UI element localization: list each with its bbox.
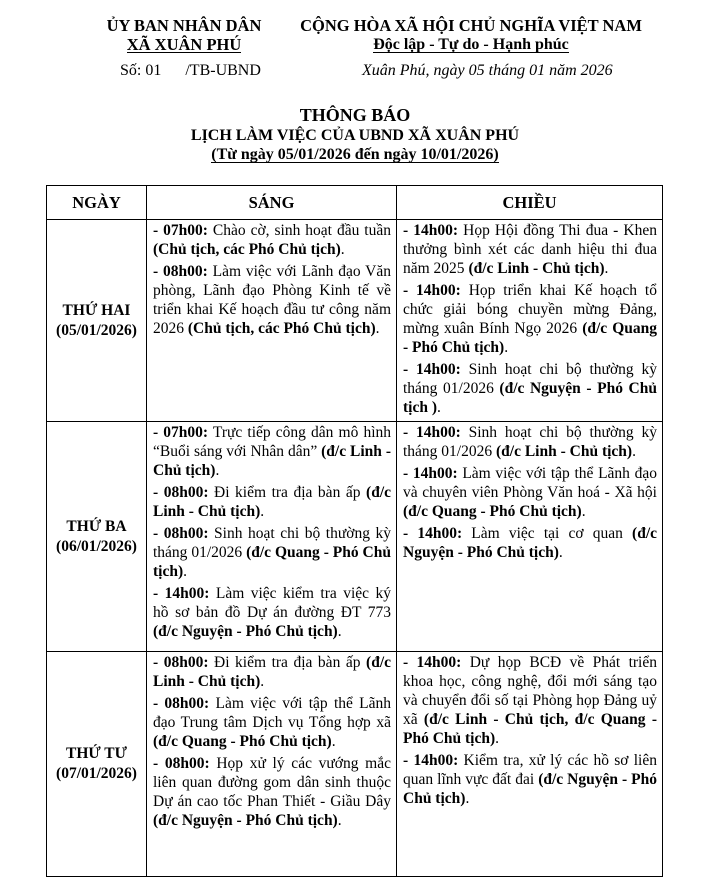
item-tail: . (215, 462, 220, 479)
item-text: Làm việc tại cơ quan (462, 525, 633, 542)
item-tail: . (504, 339, 509, 356)
schedule-item (153, 483, 391, 521)
item-text: Họp triển khai Kế hoạch tổ chức giải bóng chuyền mừng Đảng, mừng xuân Bính Ngọ 2026 (403, 282, 657, 337)
item-text: Làm việc với tập thể Lãnh đạo Trung tâm Dịch vụ Tổng hợp xã (153, 695, 391, 731)
item-time: - 08h00: (153, 484, 209, 501)
item-participants: (Chủ tịch, các Phó Chủ tịch) (153, 241, 341, 258)
item-text: Đi kiểm tra địa bàn ấp (208, 654, 367, 671)
country-name: CỘNG HÒA XÃ HỘI CHỦ NGHĨA VIỆT NAM (300, 16, 642, 35)
item-tail: . (375, 320, 380, 337)
item-participants: (đ/c Linh - Chủ tịch) (496, 443, 633, 460)
document-number: Số: 01 /TB-UBND (120, 62, 261, 79)
item-participants: (đ/c Linh - Chủ tịch) (468, 260, 605, 277)
item-time: - 08h00: (153, 755, 210, 772)
day-cell (47, 422, 147, 652)
schedule-item (403, 281, 657, 357)
item-tail: . (495, 730, 500, 747)
item-text: Sinh hoạt chi bộ thường kỳ tháng 01/2026 (403, 361, 657, 397)
afternoon-cell (397, 220, 663, 422)
item-participants: (đ/c Linh - Chủ tịch) (153, 443, 391, 479)
item-time: - 14h00: (403, 465, 458, 482)
item-participants: (Chủ tịch, các Phó Chủ tịch) (187, 320, 376, 337)
document-subtitle: LỊCH LÀM VIỆC CỦA UBND XÃ XUÂN PHÚ (190, 127, 520, 144)
item-time: - 14h00: (403, 424, 461, 441)
item-tail: . (581, 503, 586, 520)
item-time: - 14h00: (403, 654, 462, 671)
schedule-item (153, 694, 391, 751)
schedule-item (153, 262, 391, 338)
item-text: Kiểm tra, xử lý các hồ sơ liên quan lĩnh vực đất đai (403, 752, 657, 788)
item-text: Làm việc với tập thể Lãnh đạo và chuyên viên Phòng Văn hoá - Xã hội (403, 465, 657, 501)
item-time: - 14h00: (403, 525, 463, 542)
item-time: - 08h00: (153, 263, 208, 280)
item-text: Dự họp BCĐ về Phát triển khoa học, công nghệ, đổi mới sáng tạo và chuyển đổi số tại Phòng họp Đảng uỷ xã (403, 654, 657, 728)
item-text: Sinh hoạt chi bộ thường kỳ tháng 01/2026 (153, 525, 391, 561)
day-cell (47, 652, 147, 877)
item-participants: (đ/c Nguyện - Phó Chủ tịch) (403, 771, 657, 807)
morning-cell (147, 220, 397, 422)
schedule-item (153, 524, 391, 581)
item-time: - 08h00: (153, 654, 209, 671)
morning-cell (147, 422, 397, 652)
table-row (47, 220, 663, 422)
item-participants: (đ/c Nguyện - Phó Chủ tịch) (403, 525, 657, 561)
item-participants: (đ/c Nguyện - Phó Chủ tịch) (153, 812, 338, 829)
header-morning: SÁNG (147, 186, 397, 220)
schedule-item (153, 653, 391, 691)
schedule-item (403, 464, 657, 521)
item-text: Họp Hội đồng Thi đua - Khen thưởng bình xét các danh hiệu thi đua năm 2025 (403, 222, 657, 277)
item-participants: (đ/c Linh - Chủ tịch, đ/c Quang - Phó Chủ tịch) (403, 711, 657, 747)
item-tail: . (260, 503, 265, 520)
day-date: (07/01/2026) (56, 765, 137, 782)
item-participants: (đ/c Linh - Chủ tịch) (153, 654, 391, 690)
item-tail: . (260, 673, 265, 690)
item-tail: . (465, 790, 470, 807)
header-afternoon: CHIỀU (397, 186, 663, 220)
item-time: - 14h00: (403, 282, 461, 299)
item-time: - 14h00: (403, 752, 459, 769)
motto: Độc lập - Tự do - Hạnh phúc (373, 36, 569, 53)
schedule-item (403, 751, 657, 808)
item-time: - 07h00: (153, 222, 208, 239)
afternoon-cell (397, 422, 663, 652)
item-participants: (đ/c Nguyện - Phó Chủ tịch) (153, 623, 338, 640)
item-participants: (đ/c Quang - Phó Chủ tịch) (153, 544, 391, 580)
item-text: Họp xử lý các vướng mắc liên quan đường gom dân sinh thuộc Dự án cao tốc Phan Thiết - Giầu Dây (153, 755, 391, 810)
item-tail: . (337, 812, 342, 829)
table-row (47, 422, 663, 652)
issuing-authority (96, 16, 272, 54)
day-date: (05/01/2026) (56, 321, 137, 339)
document-title: THÔNG BÁO (299, 105, 411, 125)
schedule-item (403, 524, 657, 562)
item-tail: . (632, 443, 636, 460)
schedule-item (403, 653, 657, 748)
item-text: Sinh hoạt chi bộ thường kỳ tháng 01/2026 (403, 424, 657, 460)
schedule-table (46, 185, 663, 877)
item-tail: . (604, 260, 609, 277)
day-date: (06/01/2026) (56, 537, 137, 555)
authority-line-1: ỦY BAN NHÂN DÂN (106, 16, 262, 35)
day-cell (47, 220, 147, 422)
item-time: - 08h00: (153, 695, 210, 712)
afternoon-cell (397, 652, 663, 877)
date-range: (Từ ngày 05/01/2026 đến ngày 10/01/2026) (211, 146, 499, 163)
morning-cell (147, 652, 397, 877)
item-participants: (đ/c Nguyện - Phó Chủ tịch ) (403, 380, 657, 416)
day-name: THỨ BA (66, 517, 127, 535)
table-header-row (47, 186, 663, 220)
item-tail: . (183, 563, 188, 580)
schedule-item (153, 221, 391, 259)
item-tail: . (337, 623, 342, 640)
item-time: - 14h00: (153, 585, 210, 602)
header-day: NGÀY (47, 186, 147, 220)
national-motto (282, 16, 660, 54)
schedule-item (153, 423, 391, 480)
schedule-item (153, 584, 391, 641)
item-participants: (đ/c Linh - Chủ tịch) (153, 484, 391, 520)
item-participants: (đ/c Quang - Phó Chủ tịch) (153, 733, 332, 750)
authority-line-2: XÃ XUÂN PHÚ (126, 35, 242, 54)
item-tail: . (437, 399, 441, 416)
schedule-item (403, 221, 657, 278)
item-participants: (đ/c Quang - Phó Chủ tịch) (403, 320, 658, 356)
item-text: Chào cờ, sinh hoạt đầu tuần (207, 222, 391, 239)
item-text: Đi kiểm tra địa bàn ấp (208, 484, 367, 501)
schedule-item (403, 360, 657, 417)
item-time: - 14h00: (403, 361, 461, 378)
item-tail: . (558, 544, 563, 561)
item-text: Làm việc kiểm tra việc ký hồ sơ bản đồ Dự án đường ĐT 773 (153, 585, 391, 621)
item-time: - 07h00: (153, 424, 209, 441)
day-name: THỨ TƯ (65, 745, 127, 762)
item-tail: . (331, 733, 336, 750)
item-text: Làm việc với Lãnh đạo Văn phòng, Lãnh đạo Phòng Kinh tế về triển khai Kế hoạch đầu tư công năm 2026 (153, 263, 391, 337)
place-date: Xuân Phú, ngày 05 tháng 01 năm 2026 (362, 62, 613, 79)
schedule-item (403, 423, 657, 461)
schedule-item (153, 754, 391, 830)
item-text: Trực tiếp công dân mô hình “Buổi sáng với Nhân dân” (153, 424, 392, 460)
item-time: - 08h00: (153, 525, 209, 542)
table-row (47, 652, 663, 877)
item-time: - 14h00: (403, 222, 459, 239)
item-participants: (đ/c Quang - Phó Chủ tịch) (403, 503, 582, 520)
day-name: THỨ HAI (62, 301, 131, 319)
item-tail: . (340, 241, 345, 258)
